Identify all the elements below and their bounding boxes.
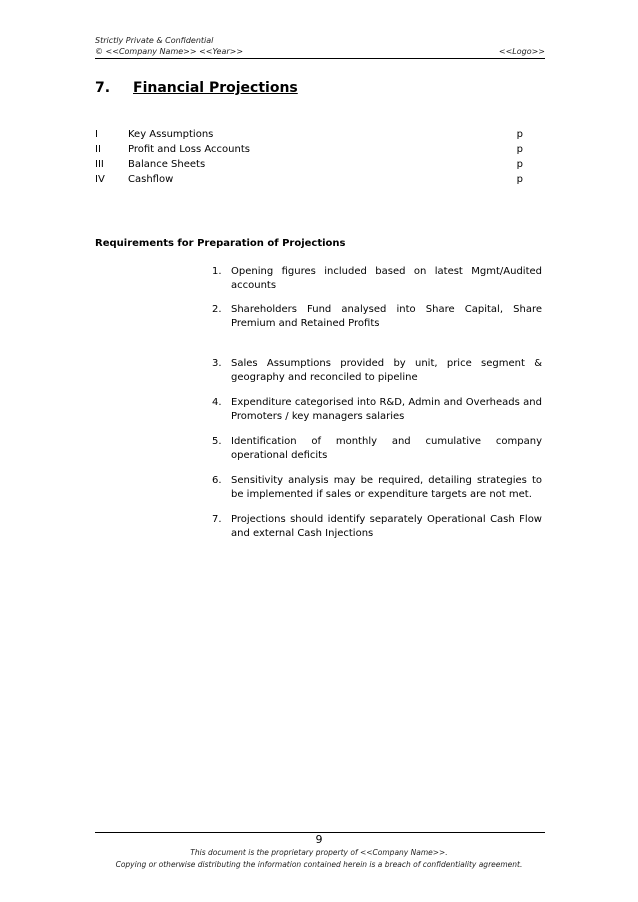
- requirement-item: [212, 513, 542, 541]
- requirement-number: 6.: [212, 475, 222, 486]
- toc-row: [95, 172, 523, 187]
- toc-title: Balance Sheets: [128, 159, 206, 170]
- section-title-text: Financial Projections: [133, 80, 298, 96]
- toc-title: Profit and Loss Accounts: [128, 144, 250, 155]
- requirement-item: [212, 435, 542, 463]
- page-number: 9: [315, 833, 323, 846]
- requirement-text: Sales Assumptions provided by unit, price segment & geography and reconciled to pipeline: [231, 358, 542, 383]
- page-footer: [0, 847, 638, 871]
- requirement-text: Identification of monthly and cumulative company operational deficits: [231, 436, 542, 461]
- requirement-number: 3.: [212, 358, 222, 369]
- requirement-text: Projections should identify separately Operational Cash Flow and external Cash Injections: [231, 514, 542, 539]
- toc-row: [95, 127, 523, 142]
- requirement-item: [212, 396, 542, 424]
- requirement-text: Shareholders Fund analysed into Share Capital, Share Premium and Retained Profits: [231, 304, 542, 329]
- requirement-number: 1.: [212, 266, 222, 277]
- requirements-list: [212, 265, 542, 541]
- requirement-number: 5.: [212, 436, 222, 447]
- toc-row: [95, 157, 523, 172]
- toc-page: p: [516, 129, 523, 140]
- toc-title: Cashflow: [128, 174, 174, 185]
- requirement-text: Expenditure categorised into R&D, Admin and Overheads and Promoters / key managers salaries: [231, 397, 542, 422]
- requirement-item: [212, 303, 542, 331]
- toc-roman: I: [95, 129, 98, 140]
- requirement-number: 7.: [212, 514, 222, 525]
- requirement-number: 4.: [212, 397, 222, 408]
- toc-page: p: [516, 159, 523, 170]
- table-of-contents: [95, 127, 523, 187]
- footer-line-1: This document is the proprietary property of <<Company Name>>.: [190, 848, 448, 857]
- toc-roman: IV: [95, 174, 105, 185]
- requirement-item: [212, 474, 542, 502]
- header-divider: [95, 58, 545, 59]
- toc-page: p: [516, 144, 523, 155]
- confidential-label: Strictly Private & Confidential: [95, 36, 214, 45]
- requirement-item: [212, 357, 542, 385]
- requirement-text: Opening figures included based on latest Mgmt/Audited accounts: [231, 266, 542, 291]
- toc-title: Key Assumptions: [128, 129, 214, 140]
- logo-placeholder: <<Logo>>: [498, 47, 545, 56]
- toc-roman: II: [95, 144, 101, 155]
- requirement-text: Sensitivity analysis may be required, detailing strategies to be implemented if sales or expenditure targets are not met.: [231, 475, 542, 500]
- footer-line-2: Copying or otherwise distributing the information contained herein is a breach of confidentiality agreement.: [115, 860, 523, 869]
- toc-row: [95, 142, 523, 157]
- toc-page: p: [516, 174, 523, 185]
- section-number: 7.: [95, 80, 111, 96]
- requirement-item: [212, 265, 542, 293]
- page-header: [95, 36, 545, 59]
- requirements-heading: Requirements for Preparation of Projections: [95, 238, 346, 249]
- company-year-label: © <<Company Name>> <<Year>>: [95, 47, 244, 56]
- section-title: [95, 80, 355, 96]
- toc-roman: III: [95, 159, 104, 170]
- requirement-number: 2.: [212, 304, 222, 315]
